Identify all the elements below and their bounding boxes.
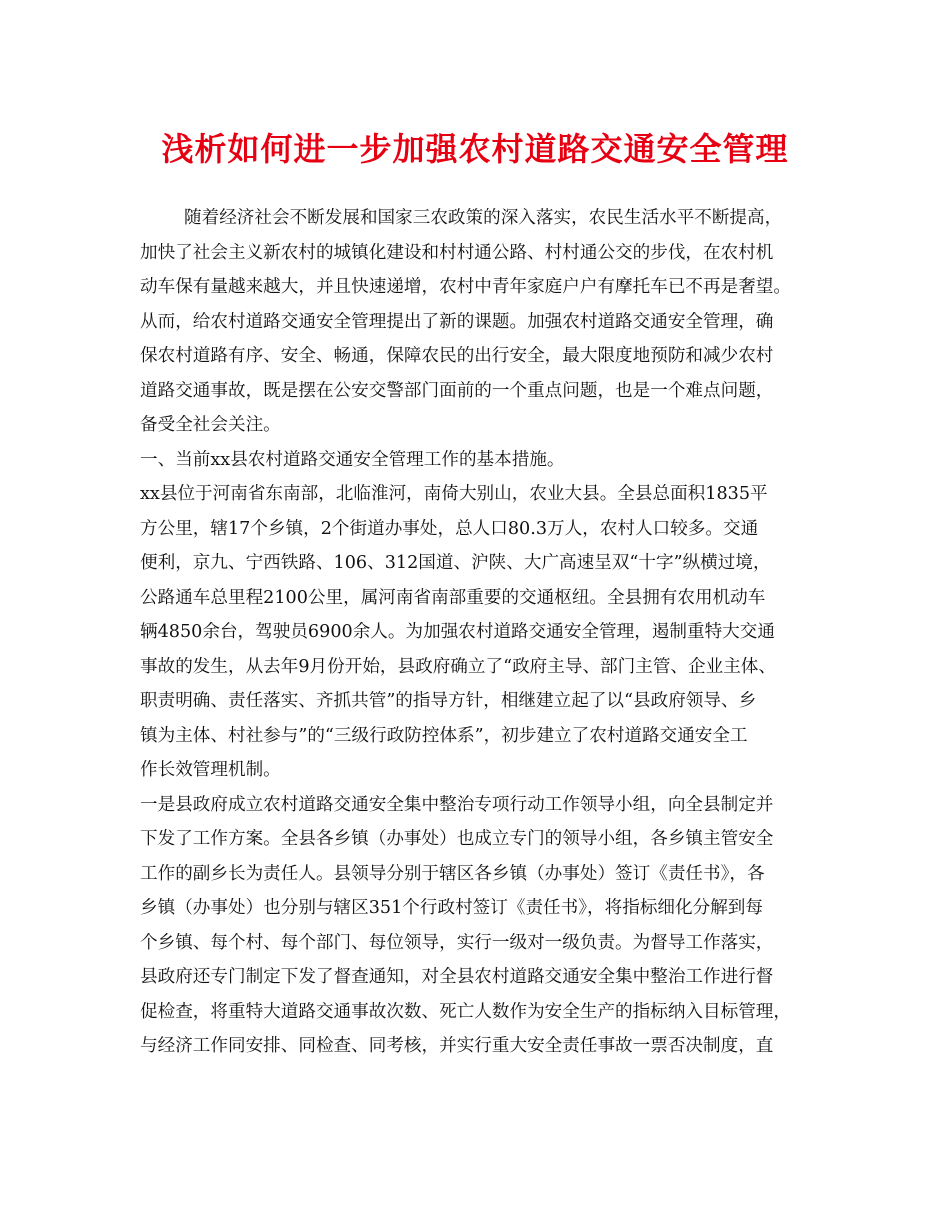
text-line: 备受全社会关注。: [140, 415, 281, 435]
text-line: 公路通车总里程2100公里，属河南省南部重要的交通枢纽。全县拥有农用机动车: [140, 587, 766, 608]
text-line: 一是县政府成立农村道路交通安全集中整治专项行动工作领导小组，向全县制定并: [140, 794, 774, 815]
text-line: 作长效管理机制。: [140, 760, 281, 780]
text-line: 道路交通事故，既是摆在公安交警部门面前的一个重点问题，也是一个难点问题，: [140, 380, 774, 401]
text-line: 个乡镇、每个村、每个部门、每位领导，实行一级对一级负责。为督导工作落实，: [140, 932, 774, 953]
text-line: 县政府还专门制定下发了督查通知，对全县农村道路交通安全集中整治工作进行督: [140, 967, 774, 987]
text-line: 保农村道路有序、安全、畅通，保障农民的出行安全，最大限度地预防和减少农村: [140, 346, 774, 366]
text-line: 辆4850余台，驾驶员6900余人。为加强农村道路交通安全管理，遏制重特大交通: [140, 622, 775, 642]
text-line: 乡镇（办事处）也分别与辖区351个行政村签订《责任书》，将指标细化分解到每: [140, 898, 763, 918]
text-line: 从而，给农村道路交通安全管理提出了新的课题。加强农村道路交通安全管理，确: [140, 311, 774, 332]
text-line: xx县位于河南省东南部，北临淮河，南倚大别山，农业大县。全县总面积1835平: [140, 484, 768, 504]
text-line: 下发了工作方案。全县各乡镇（办事处）也成立专门的领导小组，各乡镇主管安全: [140, 829, 774, 849]
text-line: 便利，京九、宁西铁路、106、312国道、沪陕、大广高速呈双“十字”纵横过境，: [140, 553, 771, 573]
document-body: [140, 201, 816, 1064]
text-line: 方公里，辖17个乡镇，2个街道办事处，总人口80.3万人，农村人口较多。交通: [140, 518, 759, 539]
text-line: 加快了社会主义新农村的城镇化建设和村村通公路、村村通公交的步伐，在农村机: [140, 242, 774, 263]
section-heading: 一、当前xx县农村道路交通安全管理工作的基本措施。: [140, 449, 565, 470]
document-title: 浅析如何进一步加强农村道路交通安全管理: [161, 130, 789, 168]
text-line: 与经济工作同安排、同检查、同考核，并实行重大安全责任事故一票否决制度，直: [140, 1036, 774, 1056]
text-line: 镇为主体、村社参与”的“三级行政防控体系”，初步建立了农村道路交通安全工: [140, 725, 748, 746]
text-line: 随着经济社会不断发展和国家三农政策的深入落实，农民生活水平不断提高，: [184, 208, 783, 228]
text-line: 事故的发生，从去年9月份开始，县政府确立了“政府主导、部门主管、企业主体、: [140, 656, 776, 677]
text-line: 工作的副乡长为责任人。县领导分别于辖区各乡镇（办事处）签订《责任书》，各: [140, 863, 765, 884]
text-line: 职责明确、责任落实、齐抓共管”的指导方针，相继建立起了以“县政府领导、乡: [140, 691, 757, 711]
text-line: 促检查，将重特大道路交通事故次数、死亡人数作为安全生产的指标纳入目标管理，: [140, 1001, 791, 1022]
text-line: 动车保有量越来越大，并且快速递增，农村中青年家庭户户有摩托车已不再是奢望。: [140, 277, 791, 297]
